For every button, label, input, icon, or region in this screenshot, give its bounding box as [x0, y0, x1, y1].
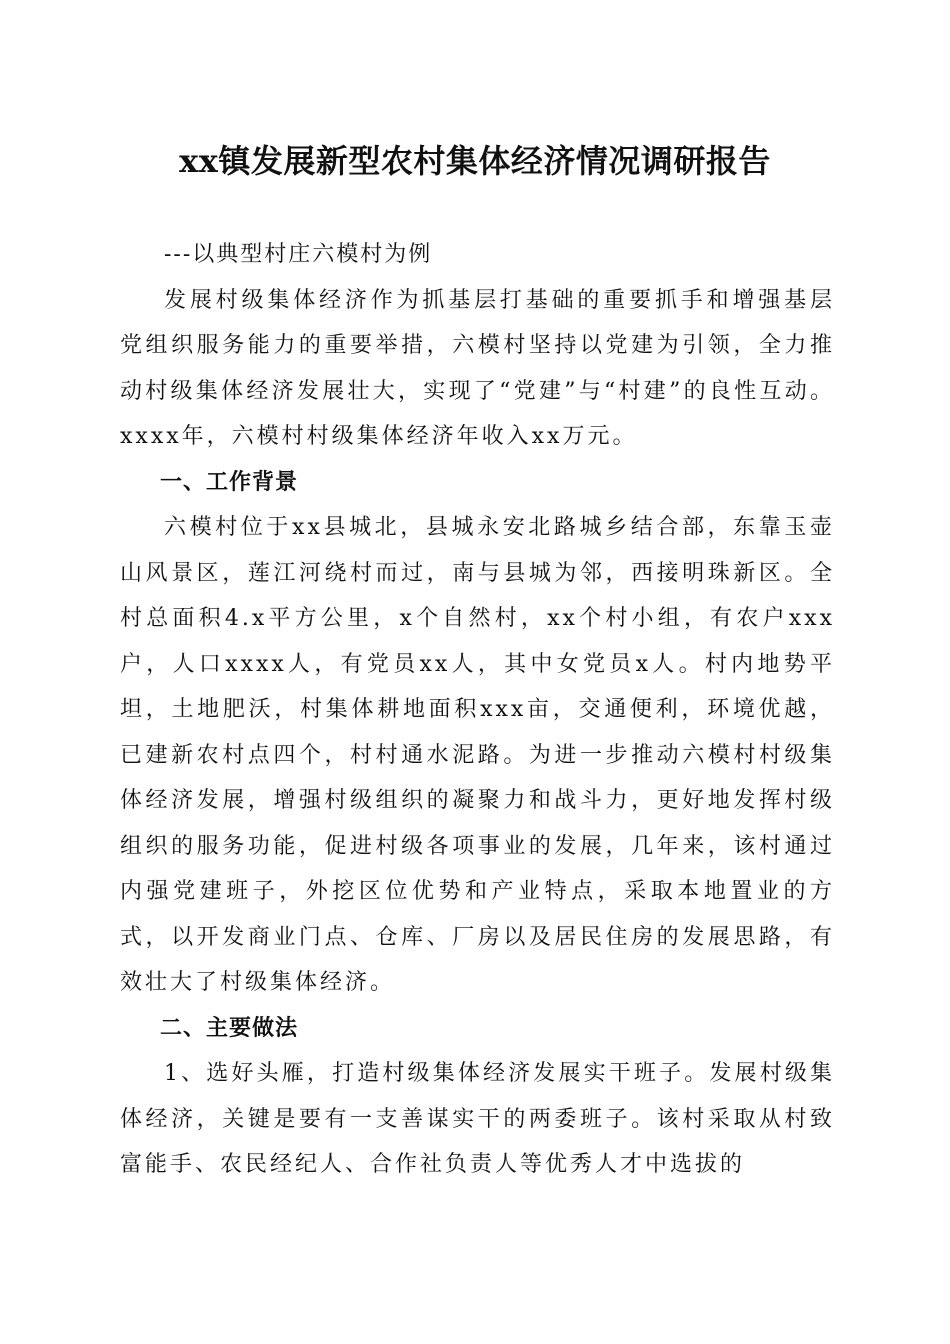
background-paragraph: 六模村位于xx县城北，县城永安北路城乡结合部，东靠玉壶山风景区，莲江河绕村而过，南与县城为邻，西接明珠新区。全村总面积4.x平方公里，x个自然村，xx个村小组，有农户xxx户，人口xxxx人，有党员xx人，其中女党员x人。村内地势平坦，土地肥沃，村集体耕地面积xxx亩，交通便利，环境优越，已建新农村点四个，村村通水泥路。为进一步推动六模村村级集体经济发展，增强村级组织的凝聚力和战斗力，更好地发挥村级组织的服务功能，促进村级各项事业的发展，几年来，该村通过内强党建班子，外挖区位优势和产业特点，采取本地置业的方式，以开发商业门点、仓库、厂房以及居民住房的发展思路，有效壮大了村级集体经济。 [120, 515, 835, 995]
document-body [120, 232, 835, 1188]
section-heading-methods: 二、主要做法 [160, 1015, 299, 1041]
section-heading-background: 一、工作背景 [160, 469, 299, 495]
document-subtitle: ---以典型村庄六模村为例 [164, 242, 433, 267]
methods-paragraph: 1、选好头雁，打造村级集体经济发展实干班子。发展村级集体经济，关键是要有一支善谋实干的两委班子。该村采取从村致富能手、农民经纪人、合作社负责人等优秀人才中选拔的 [120, 1061, 835, 1177]
document-title: xx镇发展新型农村集体经济情况调研报告 [179, 142, 771, 180]
intro-paragraph: 发展村级集体经济作为抓基层打基础的重要抓手和增强基层党组织服务能力的重要举措，六模村坚持以党建为引领，全力推动村级集体经济发展壮大，实现了“党建”与“村建”的良性互动。xxxx年，六模村村级集体经济年收入xx万元。 [120, 287, 835, 449]
